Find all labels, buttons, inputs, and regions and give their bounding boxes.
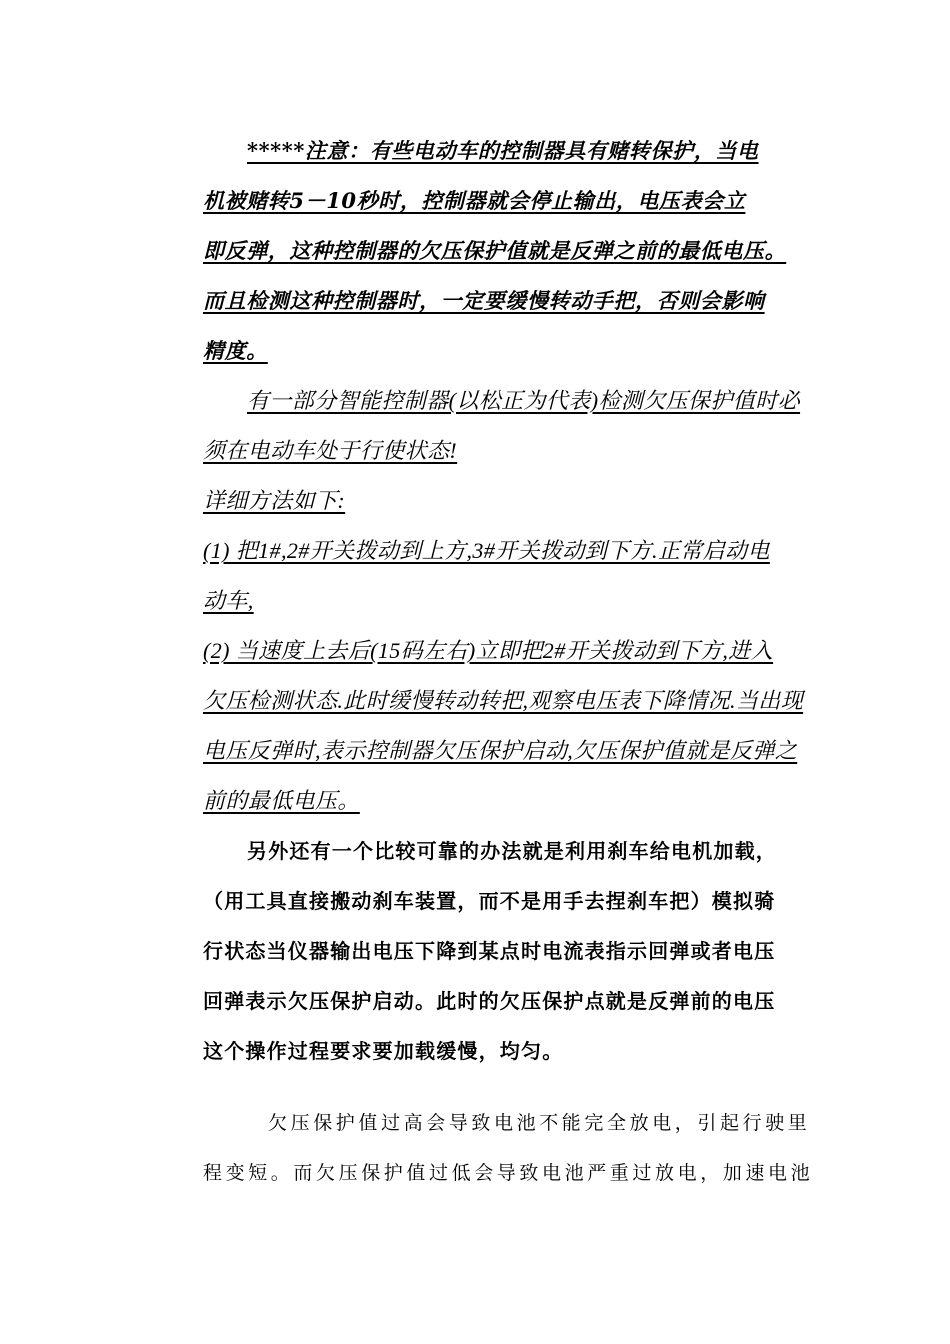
note-line-3: 即反弹，这种控制器的欠压保护值就是反弹之前的最低电压。 [203, 238, 787, 263]
note-line-4: 而且检测这种控制器时，一定要缓慢转动手把，否则会影响 [203, 288, 765, 313]
note-line-1: *****注意：有些电动车的控制器具有赌转保护，当电 [247, 138, 759, 163]
final-line-1: 欠压保护值过高会导致电池不能完全放电，引起行驶里 [268, 1112, 811, 1134]
note-line-5: 精度。 [203, 338, 268, 363]
smart-line-2: 须在电动车处于行使状态! [203, 438, 458, 463]
brake-line-5: 这个操作过程要求要加载缓慢，均匀。 [203, 1039, 564, 1063]
brake-line-2: （用工具直接搬动刹车装置，而不是用手去捏刹车把）模拟骑 [203, 889, 776, 913]
method-heading: 详细方法如下: [203, 488, 346, 513]
step1-line-1: (1) 把1#,2#开关拨动到上方,3#开关拨动到下方.正常启动电 [203, 538, 770, 563]
brake-line-3: 行状态当仪器输出电压下降到某点时电流表指示回弹或者电压 [203, 939, 776, 963]
note-line-2: 机被赌转5－10秒时，控制器就会停止输出，电压表会立 [203, 188, 746, 213]
smart-line-1: 有一部分智能控制器(以松正为代表)检测欠压保护值时必 [247, 388, 801, 413]
step2-line-1: (2) 当速度上去后(15码左右)立即把2#开关拨动到下方,进入 [203, 638, 774, 663]
step2-line-4: 前的最低电压。 [203, 788, 360, 813]
brake-line-4: 回弹表示欠压保护启动。此时的欠压保护点就是反弹前的电压 [203, 989, 776, 1013]
final-line-2: 程变短。而欠压保护值过低会导致电池严重过放电，加速电池 [203, 1162, 814, 1184]
step1-line-2: 动车, [203, 588, 254, 613]
step2-line-2: 欠压检测状态.此时缓慢转动转把,观察电压表下降情况.当出现 [203, 688, 804, 713]
brake-line-1: 另外还有一个比较可靠的办法就是利用刹车给电机加载， [247, 839, 777, 863]
step2-line-3: 电压反弹时,表示控制器欠压保护启动,欠压保护值就是反弹之 [203, 738, 798, 763]
